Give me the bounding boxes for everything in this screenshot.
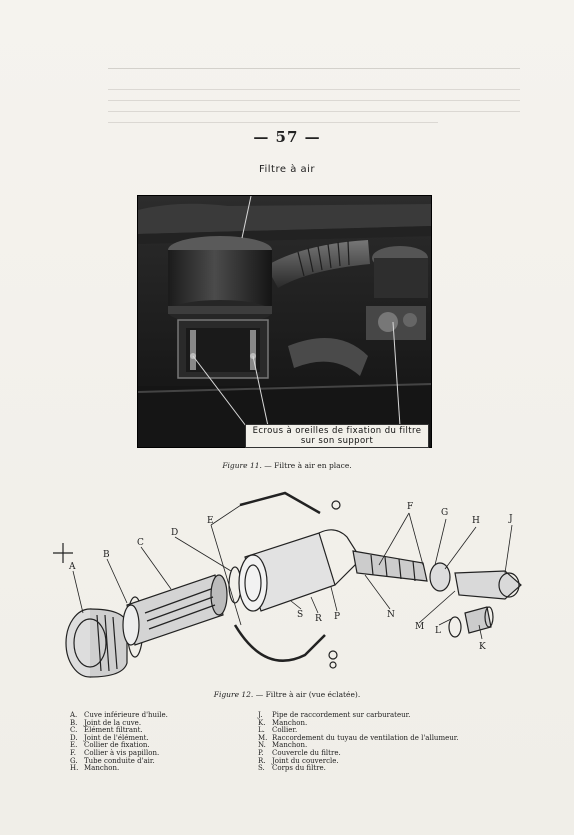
label-h: H bbox=[472, 516, 480, 526]
figure-12-caption-label: Figure 12. bbox=[213, 690, 254, 699]
figure-11-caption-label: Figure 11. bbox=[222, 461, 262, 470]
legend-text: Manchon. bbox=[272, 741, 308, 750]
legend-key: B. bbox=[70, 718, 78, 727]
figure-12-exploded-diagram bbox=[35, 485, 555, 695]
label-k: K bbox=[479, 642, 486, 652]
part-c-filter-element bbox=[123, 575, 227, 645]
part-nut-2 bbox=[330, 662, 336, 668]
legend-text: Raccordement du tuyau de ventilation de l'allumeur. bbox=[272, 733, 459, 742]
label-d: D bbox=[171, 528, 179, 538]
part-nut-3 bbox=[332, 501, 340, 509]
legend-text: Joint de l'élément. bbox=[84, 733, 149, 742]
legend-text: Joint du couvercle. bbox=[272, 756, 339, 765]
figure-11-caption bbox=[0, 461, 574, 470]
figure-11-photo bbox=[137, 195, 432, 448]
label-s: S bbox=[297, 610, 304, 620]
label-e: E bbox=[207, 516, 214, 526]
legend-text: Collier. bbox=[272, 726, 298, 735]
engine-photo-illustration bbox=[138, 196, 431, 447]
legend-key: H. bbox=[70, 764, 79, 773]
label-c: C bbox=[137, 538, 144, 548]
photo-callout-line-2: sur son support bbox=[300, 436, 374, 446]
part-k-sleeve bbox=[465, 607, 493, 633]
part-e-fixing-collar bbox=[235, 625, 325, 661]
legend-text: Corps du filtre. bbox=[272, 764, 326, 773]
label-f: F bbox=[407, 502, 414, 512]
label-r: R bbox=[315, 614, 322, 624]
legend-right bbox=[258, 712, 459, 773]
legend-item bbox=[258, 765, 459, 773]
photo-callout-box bbox=[245, 424, 429, 448]
part-e-fixing-collar-top bbox=[240, 493, 320, 513]
legend-text: Joint de la cuve. bbox=[84, 718, 142, 727]
legend-text: Collier de fixation. bbox=[84, 741, 150, 750]
label-n: N bbox=[387, 610, 395, 620]
part-g-air-tube bbox=[353, 551, 427, 581]
legend-key: E. bbox=[70, 741, 78, 750]
legend-text: Élément filtrant. bbox=[84, 726, 143, 735]
legend-key: F. bbox=[70, 748, 76, 757]
legend-key: L. bbox=[258, 726, 265, 735]
part-s-filter-body bbox=[239, 530, 361, 611]
part-h-sleeve bbox=[430, 563, 450, 591]
legend-text: Manchon. bbox=[84, 764, 120, 773]
label-b: B bbox=[103, 550, 110, 560]
page-number: — 57 — bbox=[253, 128, 321, 146]
legend-key: S. bbox=[258, 764, 265, 773]
photo-top-label: Filtre à air bbox=[258, 164, 316, 175]
label-g: G bbox=[441, 508, 449, 518]
label-l: L bbox=[435, 626, 441, 636]
legend-item bbox=[70, 765, 168, 773]
legend-text: Pipe de raccordement sur carburateur. bbox=[272, 711, 411, 719]
label-m: M bbox=[415, 622, 425, 632]
legend-text: Couvercle du filtre. bbox=[272, 748, 341, 757]
legend-key: A. bbox=[70, 711, 78, 719]
part-l-collar bbox=[449, 617, 461, 637]
part-nut-1 bbox=[329, 651, 337, 659]
legend-key: J. bbox=[258, 711, 263, 719]
legend-key: G. bbox=[70, 756, 78, 765]
legend-key: K. bbox=[258, 718, 266, 727]
legend-key: D. bbox=[70, 733, 78, 742]
part-j-carb-pipe bbox=[455, 571, 521, 599]
label-a: A bbox=[69, 562, 76, 572]
label-j: J bbox=[509, 514, 513, 524]
legend-key: P. bbox=[258, 748, 264, 757]
figure-12-caption-text: — Filtre à air (vue éclatée). bbox=[255, 690, 361, 699]
legend-key: M. bbox=[258, 733, 268, 742]
legend-left bbox=[70, 712, 168, 773]
legend-key: C. bbox=[70, 726, 78, 735]
part-a-oil-bowl bbox=[66, 609, 127, 677]
figure-11-caption-text: — Filtre à air en place. bbox=[264, 461, 352, 470]
legend-text: Cuve inférieure d'huile. bbox=[84, 711, 168, 719]
legend-key: N. bbox=[258, 741, 266, 750]
legend-text: Tube conduite d'air. bbox=[84, 756, 155, 765]
legend-text: Manchon. bbox=[272, 718, 308, 727]
figure-12-caption bbox=[0, 690, 574, 699]
legend-key: R. bbox=[258, 756, 266, 765]
legend-text: Collier à vis papillon. bbox=[84, 748, 160, 757]
photo-callout-line-1: Ecrous à oreilles de fixation du filtre bbox=[252, 426, 422, 436]
label-p: P bbox=[334, 612, 341, 622]
